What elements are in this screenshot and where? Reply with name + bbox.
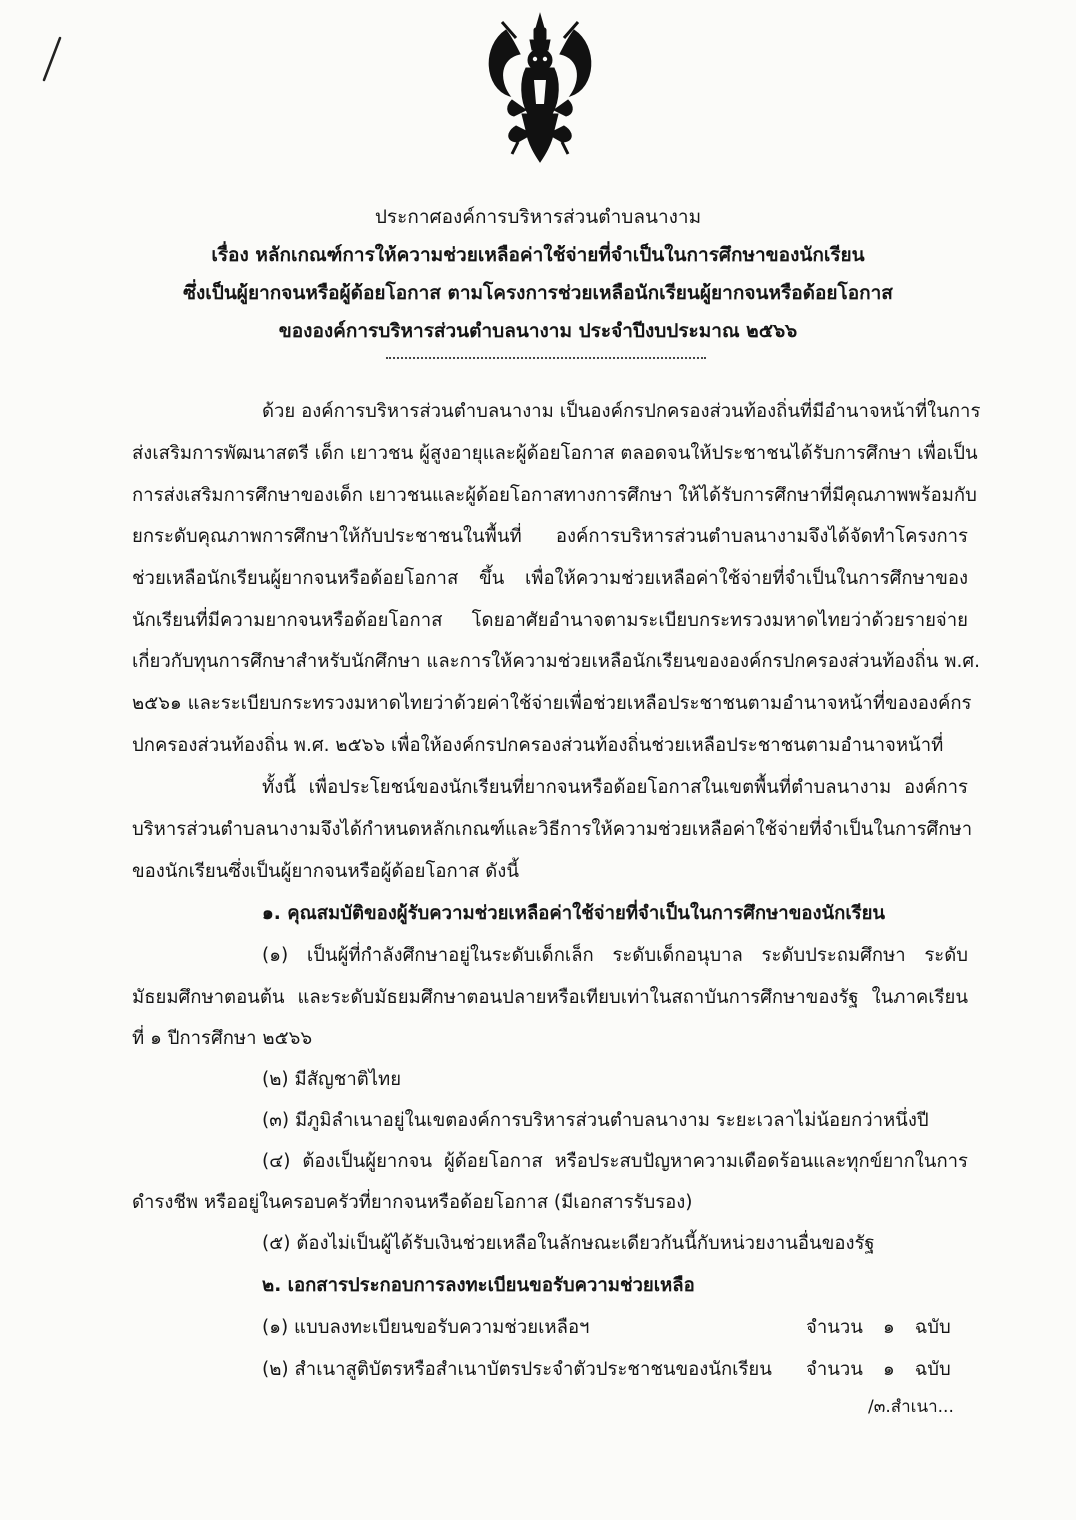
garuda-emblem (476, 10, 604, 168)
pen-mark (40, 36, 64, 84)
para1-line: ส่งเสริมการพัฒนาสตรี เด็ก เยาวชน ผู้สูงอายุและผู้ด้อยโอกาส ตลอดจนให้ประชาชนได้รับการศึกษา เพื่อเป็น (132, 443, 978, 464)
document-item: (๑) แบบลงทะเบียนขอรับความช่วยเหลือฯ (262, 1317, 590, 1338)
para1-line: ๒๕๖๑ และระเบียบกระทรวงมหาดไทยว่าด้วยค่าใช้จ่ายเพื่อช่วยเหลือประชาชนตามอำนาจหน้าที่ขององค์กร (132, 693, 972, 714)
para1-line: ปกครองส่วนท้องถิ่น พ.ศ. ๒๕๖๖ เพื่อให้องค์กรปกครองส่วนท้องถิ่นช่วยเหลือประชาชนตามอำนาจหน้าที่ (132, 735, 944, 756)
section2-heading: ๒. เอกสารประกอบการลงทะเบียนขอรับความช่วยเหลือ (262, 1275, 695, 1296)
document-item-count (806, 1313, 951, 1343)
section1-item4: ดำรงชีพ หรืออยู่ในครอบครัวที่ยากจนหรือด้อยโอกาส (มีเอกสารรับรอง) (132, 1192, 693, 1213)
document-item-count (806, 1355, 951, 1385)
header-line-3: ซึ่งเป็นผู้ยากจนหรือผู้ด้อยโอกาส ตามโครงการช่วยเหลือนักเรียนผู้ยากจนหรือด้อยโอกาส (183, 282, 893, 304)
section1-item2: (๒) มีสัญชาติไทย (262, 1069, 402, 1090)
count-label: จำนวน (806, 1317, 863, 1338)
para1-line: การส่งเสริมการศึกษาของเด็ก เยาวชนและผู้ด้อยโอกาสทางการศึกษา ให้ได้รับการศึกษาที่มีคุณภาพพร้อมกับ (132, 485, 977, 506)
count-qty: ๑ (882, 1359, 895, 1380)
header-line-4: ขององค์การบริหารส่วนตำบลนางาม ประจำปีงบประมาณ ๒๕๖๖ (278, 320, 798, 342)
para2-line: ทั้งนี้ เพื่อประโยชน์ของนักเรียนที่ยากจนหรือด้อยโอกาสในเขตพื้นที่ตำบลนางาม องค์การ (262, 777, 968, 798)
para1-line: ช่วยเหลือนักเรียนผู้ยากจนหรือด้อยโอกาส ขึ้น เพื่อให้ความช่วยเหลือค่าใช้จ่ายที่จำเป็นในการศึกษาของ (132, 568, 968, 589)
para2-line: บริหารส่วนตำบลนางามจึงได้กำหนดหลักเกณฑ์และวิธีการให้ความช่วยเหลือค่าใช้จ่ายที่จำเป็นในการศึกษา (132, 819, 973, 840)
section1-heading: ๑. คุณสมบัติของผู้รับความช่วยเหลือค่าใช้จ่ายที่จำเป็นในการศึกษาของนักเรียน (262, 903, 886, 924)
count-unit: ฉบับ (914, 1359, 951, 1380)
count-qty: ๑ (882, 1317, 895, 1338)
section1-item1: มัธยมศึกษาตอนต้น และระดับมัธยมศึกษาตอนปลายหรือเทียบเท่าในสถาบันการศึกษาของรัฐ ในภาคเรียน (132, 987, 968, 1008)
para1-line: นักเรียนที่มีความยากจนหรือด้อยโอกาส โดยอาศัยอำนาจตามระเบียบกระทรวงมหาดไทยว่าด้วยรายจ่าย (132, 610, 968, 631)
section1-item5: (๕) ต้องไม่เป็นผู้ได้รับเงินช่วยเหลือในลักษณะเดียวกันนี้กับหน่วยงานอื่นของรัฐ (262, 1233, 875, 1254)
count-label: จำนวน (806, 1359, 863, 1380)
section1-item1: (๑) เป็นผู้ที่กำลังศึกษาอยู่ในระดับเด็กเล็ก ระดับเด็กอนุบาล ระดับประถมศึกษา ระดับ (262, 945, 968, 966)
para2-line: ของนักเรียนซึ่งเป็นผู้ยากจนหรือผู้ด้อยโอกาส ดังนี้ (132, 861, 519, 882)
section1-item4: (๔) ต้องเป็นผู้ยากจน ผู้ด้อยโอกาส หรือประสบปัญหาความเดือดร้อนและทุกข์ยากในการ (262, 1151, 968, 1172)
header-line-2: เรื่อง หลักเกณฑ์การให้ความช่วยเหลือค่าใช้จ่ายที่จำเป็นในการศึกษาของนักเรียน (211, 244, 865, 266)
para1-line: ยกระดับคุณภาพการศึกษาให้กับประชาชนในพื้นที่ องค์การบริหารส่วนตำบลนางามจึงได้จัดทำโครงการ (132, 526, 968, 547)
document-item: (๒) สำเนาสูติบัตรหรือสำเนาบัตรประจำตัวประชาชนของนักเรียน (262, 1359, 772, 1380)
header-line-1: ประกาศองค์การบริหารส่วนตำบลนางาม (374, 206, 702, 228)
count-unit: ฉบับ (914, 1317, 951, 1338)
section1-item3: (๓) มีภูมิลำเนาอยู่ในเขตองค์การบริหารส่วนตำบลนางาม ระยะเวลาไม่น้อยกว่าหนึ่งปี (262, 1110, 929, 1131)
para1-line: ด้วย องค์การบริหารส่วนตำบลนางาม เป็นองค์กรปกครองส่วนท้องถิ่นที่มีอำนาจหน้าที่ในการ (262, 401, 981, 422)
announcement-header (0, 198, 1076, 350)
section1-item1: ที่ ๑ ปีการศึกษา ๒๕๖๖ (132, 1028, 313, 1049)
dotted-separator (386, 357, 706, 359)
page-continuation: /๓.สำเนา... (868, 1397, 954, 1417)
para1-line: เกี่ยวกับทุนการศึกษาสำหรับนักศึกษา และการให้ความช่วยเหลือนักเรียนขององค์กรปกครองส่วนท้องถิ่น พ.ศ. (132, 651, 980, 672)
